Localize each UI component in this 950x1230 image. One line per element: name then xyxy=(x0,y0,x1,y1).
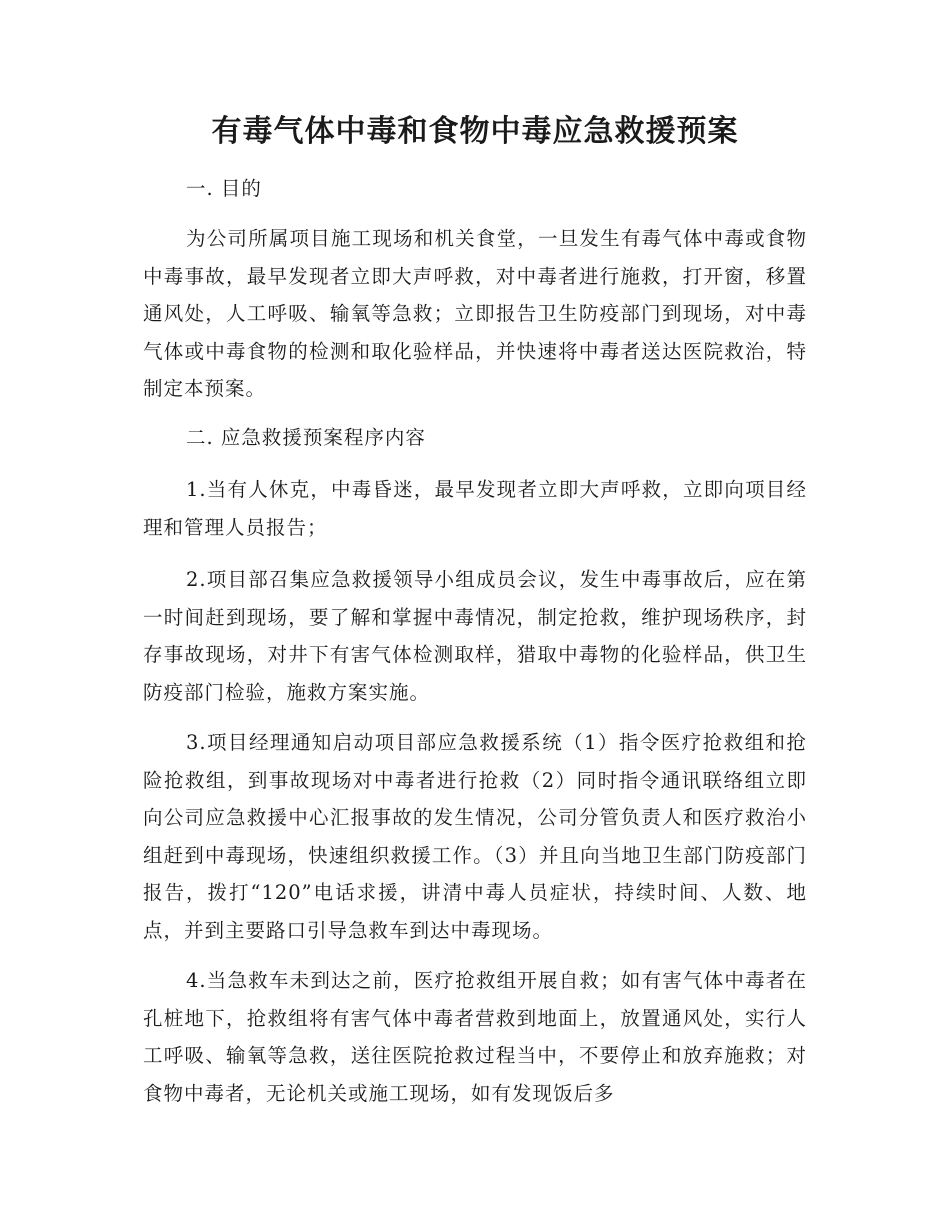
document-title: 有毒气体中毒和食物中毒应急救援预案 xyxy=(211,114,739,149)
list-item-step-1: 1.当有人休克，中毒昏迷，最早发现者立即大声呼救，立即向项目经理和管理人员报告； xyxy=(143,478,807,539)
paragraph-purpose: 为公司所属项目施工现场和机关食堂，一旦发生有毒气体中毒或食物中毒事故，最早发现者立即大声呼救，对中毒者进行施救，打开窗，移置通风处，人工呼吸、输氧等急救；立即报告卫生防疫部门到现场，对中毒气体或中毒食物的检测和取化验样品，并快速将中毒者送达医院救治，特制定本预案。 xyxy=(143,227,807,400)
list-item-step-4: 4.当急救车未到达之前，医疗抢救组开展自救；如有害气体中毒者在孔桩地下，抢救组将有害气体中毒者营救到地面上，放置通风处，实行人工呼吸、输氧等急救，送往医院抢救过程当中，不要停止和放弃施救；对食物中毒者，无论机关或施工现场，如有发现饭后多 xyxy=(143,969,807,1105)
list-item-step-2: 2.项目部召集应急救援领导小组成员会议，发生中毒事故后，应在第一时间赶到现场，要了解和掌握中毒情况，制定抢救，维护现场秩序，封存事故现场，对井下有害气体检测取样，猎取中毒物的化验样品，供卫生防疫部门检验，施救方案实施。 xyxy=(143,568,807,704)
list-item-step-3: 3.项目经理通知启动项目部应急救援系统（1）指令医疗抢救组和抢险抢救组，到事故现场对中毒者进行抢救（2）同时指令通讯联络组立即向公司应急救援中心汇报事故的发生情况，公司分管负责人和医疗救治小组赶到中毒现场，快速组织救援工作。（3）并且向当地卫生部门防疫部门报告，拨打“120”电话求援，讲清中毒人员症状，持续时间、人数、地点，并到主要路口引导急救车到达中毒现场。 xyxy=(143,731,807,942)
section-heading-procedure: 二. 应急救援预案程序内容 xyxy=(186,426,426,449)
section-heading-purpose: 一. 目的 xyxy=(186,177,262,200)
